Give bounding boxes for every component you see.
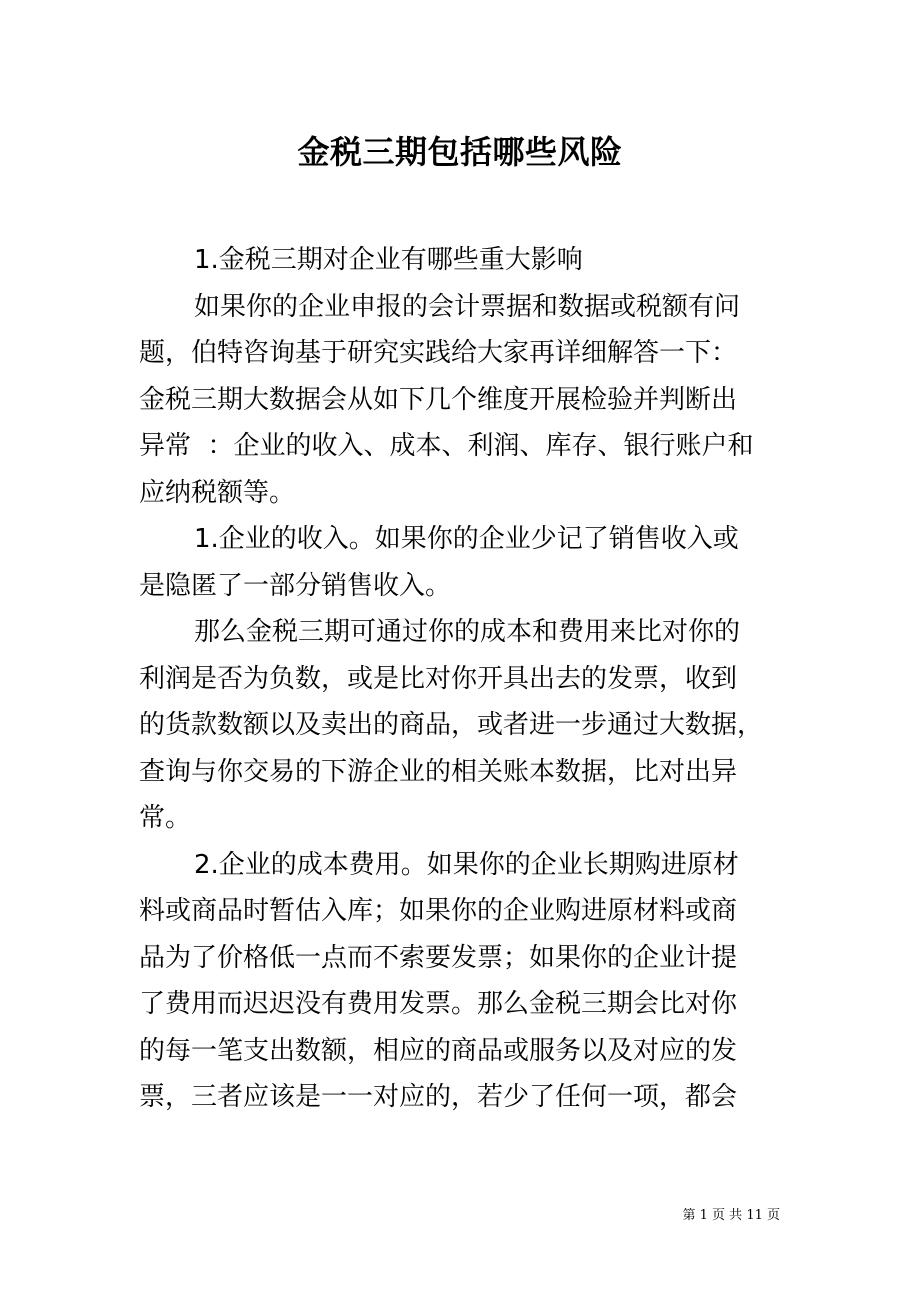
- text-line: 题，伯特咨询基于研究实践给大家再详细解答一下：: [139, 338, 738, 368]
- text-line: 如果你的企业申报的会计票据和数据或税额有问: [194, 291, 741, 322]
- paragraph-heading-1: [139, 237, 799, 284]
- paragraph-intro: [139, 284, 799, 517]
- text-line: 了费用而迟迟没有费用发票。那么金税三期会比对你: [139, 989, 738, 1019]
- text-line: 的货款数额以及卖出的商品，或者进一步通过大数据，: [139, 710, 764, 740]
- text-line: 票，三者应该是一一对应的，若少了任何一项，都会: [139, 1082, 738, 1112]
- text-line: 是隐匿了一部分销售收入。: [139, 570, 452, 601]
- text-line: 利润是否为负数，或是比对你开具出去的发票，收到: [139, 663, 738, 694]
- page-number-footer: 第 1 页 共 11 页: [682, 1208, 780, 1223]
- text-line: 品为了价格低一点而不索要发票；如果你的企业计提: [139, 942, 738, 973]
- text-line: 那么金税三期可通过你的成本和费用来比对你的: [194, 617, 741, 647]
- text-line: 异常 ：企业的收入、成本、利润、库存、银行账户和: [139, 431, 754, 461]
- text-line: 2.企业的成本费用。如果你的企业长期购进原材: [194, 849, 739, 880]
- document-body: [139, 237, 799, 1121]
- text-line: 查询与你交易的下游企业的相关账本数据，比对出异: [139, 756, 738, 787]
- text-line: 1.企业的收入。如果你的企业少记了销售收入或: [194, 524, 739, 554]
- paragraph-income: [139, 516, 799, 609]
- document-title: 金税三期包括哪些风险: [297, 133, 623, 171]
- paragraph-income-detail: [139, 609, 799, 842]
- text-line: 金税三期大数据会从如下几个维度开展检验并判断出: [139, 384, 738, 415]
- text-line: 1.金税三期对企业有哪些重大影响: [194, 245, 583, 275]
- text-line: 的每一笔支出数额，相应的商品或服务以及对应的发: [139, 1035, 738, 1066]
- text-line: 料或商品时暂估入库；如果你的企业购进原材料或商: [139, 896, 738, 926]
- paragraph-cost: [139, 842, 799, 1121]
- text-line: 应纳税额等。: [139, 477, 296, 508]
- text-line: 常。: [139, 803, 192, 833]
